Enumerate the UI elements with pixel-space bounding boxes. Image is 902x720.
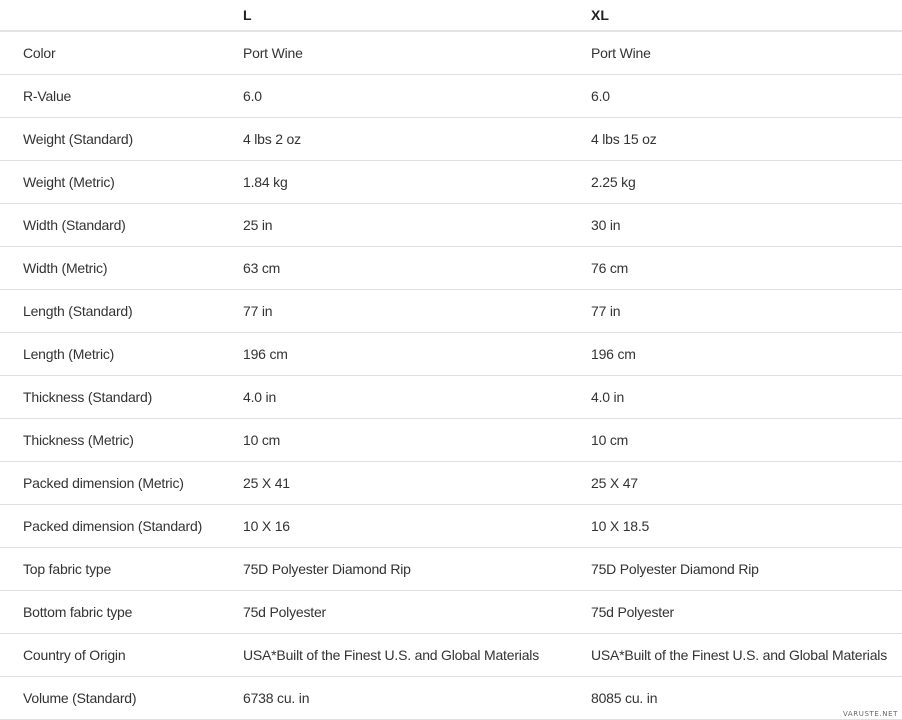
row-label: Packed dimension (Standard) xyxy=(0,505,220,548)
value-l: 25 X 41 xyxy=(220,462,568,505)
table-row xyxy=(0,204,902,247)
value-xl: 10 cm xyxy=(568,419,902,462)
row-label: Country of Origin xyxy=(0,634,220,677)
table-row xyxy=(0,677,902,720)
row-label: Length (Standard) xyxy=(0,290,220,333)
value-xl: 25 X 47 xyxy=(568,462,902,505)
row-label: Weight (Metric) xyxy=(0,161,220,204)
row-label: Thickness (Metric) xyxy=(0,419,220,462)
table-row xyxy=(0,161,902,204)
table-row xyxy=(0,75,902,118)
table-row xyxy=(0,333,902,376)
table-row xyxy=(0,462,902,505)
header-attribute xyxy=(0,0,220,31)
value-l: USA*Built of the Finest U.S. and Global Materials xyxy=(220,634,568,677)
table-row xyxy=(0,31,902,75)
value-l: 75d Polyester xyxy=(220,591,568,634)
value-l: 1.84 kg xyxy=(220,161,568,204)
row-label: Thickness (Standard) xyxy=(0,376,220,419)
value-xl: 75d Polyester xyxy=(568,591,902,634)
row-label: Bottom fabric type xyxy=(0,591,220,634)
row-label: Top fabric type xyxy=(0,548,220,591)
value-xl: 4 lbs 15 oz xyxy=(568,118,902,161)
value-xl: USA*Built of the Finest U.S. and Global Materials xyxy=(568,634,902,677)
row-label: Packed dimension (Metric) xyxy=(0,462,220,505)
value-xl: 30 in xyxy=(568,204,902,247)
value-l: 75D Polyester Diamond Rip xyxy=(220,548,568,591)
value-l: 196 cm xyxy=(220,333,568,376)
value-l: 6.0 xyxy=(220,75,568,118)
table-row xyxy=(0,290,902,333)
row-label: Width (Metric) xyxy=(0,247,220,290)
value-l: 77 in xyxy=(220,290,568,333)
value-xl: 196 cm xyxy=(568,333,902,376)
row-label: Width (Standard) xyxy=(0,204,220,247)
table-row xyxy=(0,376,902,419)
row-label: Volume (Standard) xyxy=(0,677,220,720)
value-xl: 76 cm xyxy=(568,247,902,290)
row-label: R-Value xyxy=(0,75,220,118)
table-row xyxy=(0,118,902,161)
row-label: Color xyxy=(0,31,220,75)
value-xl: 6.0 xyxy=(568,75,902,118)
value-xl: 77 in xyxy=(568,290,902,333)
table-row xyxy=(0,247,902,290)
row-label: Weight (Standard) xyxy=(0,118,220,161)
value-l: Port Wine xyxy=(220,31,568,75)
row-label: Length (Metric) xyxy=(0,333,220,376)
value-l: 6738 cu. in xyxy=(220,677,568,720)
header-size-xl: XL xyxy=(568,0,902,31)
table-row xyxy=(0,548,902,591)
value-xl: 8085 cu. in xyxy=(568,677,902,720)
value-xl: Port Wine xyxy=(568,31,902,75)
table-row xyxy=(0,505,902,548)
value-l: 63 cm xyxy=(220,247,568,290)
value-l: 4.0 in xyxy=(220,376,568,419)
value-xl: 10 X 18.5 xyxy=(568,505,902,548)
value-l: 4 lbs 2 oz xyxy=(220,118,568,161)
table-row xyxy=(0,634,902,677)
table-row xyxy=(0,591,902,634)
header-size-l: L xyxy=(220,0,568,31)
value-l: 25 in xyxy=(220,204,568,247)
table-row xyxy=(0,419,902,462)
value-l: 10 cm xyxy=(220,419,568,462)
value-xl: 2.25 kg xyxy=(568,161,902,204)
value-xl: 4.0 in xyxy=(568,376,902,419)
header-row xyxy=(0,0,902,31)
value-xl: 75D Polyester Diamond Rip xyxy=(568,548,902,591)
watermark: VARUSTE.NET xyxy=(842,710,898,718)
value-l: 10 X 16 xyxy=(220,505,568,548)
